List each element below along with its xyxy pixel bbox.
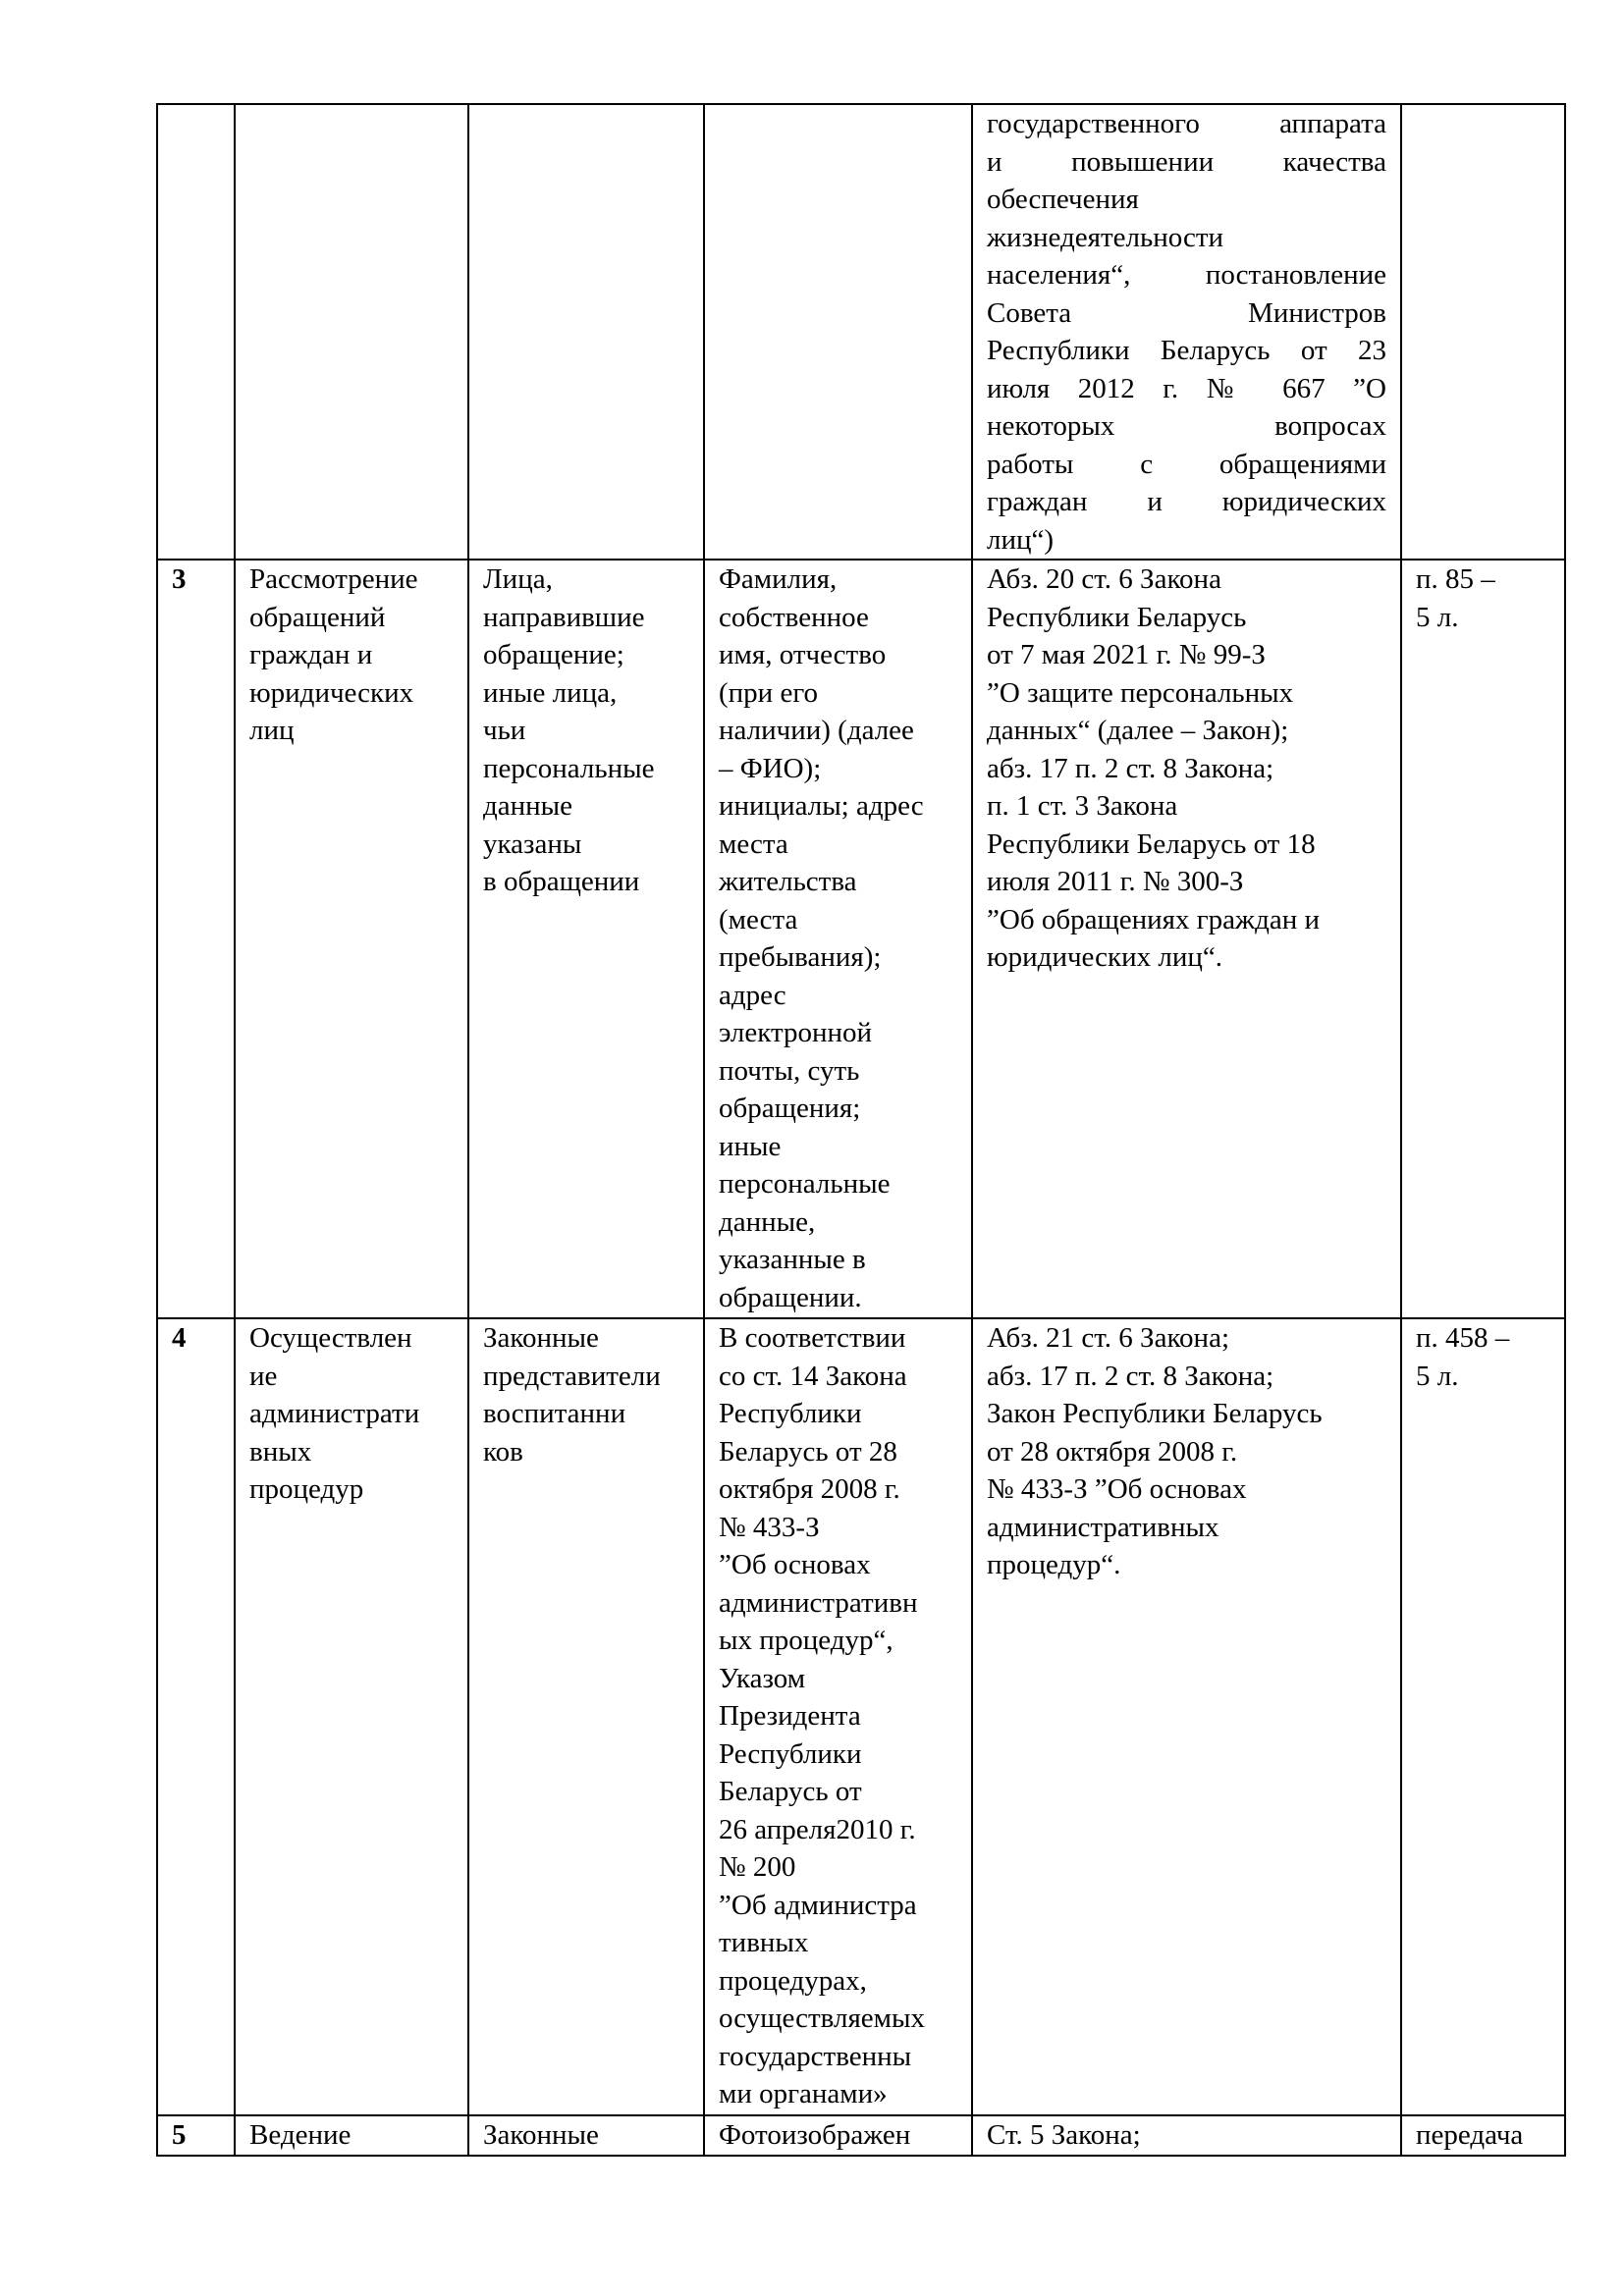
text-line: июля 2012 г. № 667 ”О (987, 372, 1386, 404)
text-line: электронной (719, 1017, 873, 1048)
text-line: процедур“. (987, 1549, 1121, 1580)
subjects-cell (468, 560, 704, 1318)
text-line: административн (719, 1586, 918, 1619)
text-line: вных (249, 1435, 312, 1468)
text-line: 26 апреля2010 г. (719, 1813, 916, 1845)
text-line: п. 1 ст. 3 Закона (987, 790, 1178, 822)
text-line: 5 л. (1416, 601, 1459, 633)
text-line: обращений (249, 601, 386, 633)
data-cell (704, 1318, 972, 2115)
text-line: Указом (719, 1662, 806, 1694)
text-line: обеспечения (987, 184, 1139, 215)
term-cell (1401, 2115, 1565, 2156)
text-line: персональные (483, 752, 655, 784)
text-line: данные, (719, 1205, 816, 1238)
text-line: иные (719, 1130, 782, 1162)
text-line: Беларусь от 28 (719, 1435, 897, 1468)
text-line: ”Об администра (719, 1889, 917, 1921)
text-line: иные лица, (483, 676, 618, 709)
text-line: июля 2011 г. № 300-З (987, 866, 1244, 897)
text-line: Беларусь от (719, 1776, 862, 1807)
subjects-cell (468, 2115, 704, 2156)
data-cell (704, 2115, 972, 2156)
text-line: 5 л. (1416, 1360, 1459, 1392)
text-line: Республики Беларусь от 23 (987, 335, 1386, 366)
text-line: от 7 мая 2021 г. № 99-З (987, 639, 1266, 670)
subjects-cell (468, 104, 704, 560)
text-line: Совета Министров (987, 296, 1386, 329)
text-line: ие (249, 1360, 278, 1392)
personal-data-table (156, 103, 1566, 2157)
text-line: Республики (719, 1737, 862, 1770)
text-line: административных (987, 1511, 1219, 1543)
text-line: государственны (719, 2040, 912, 2072)
row-number-cell: 5 (157, 2115, 235, 2156)
text-line: ми органами» (719, 2078, 888, 2109)
text-line: Республики Беларусь (987, 601, 1247, 633)
text-line: персональные (719, 1168, 891, 1200)
table-row (157, 560, 1565, 1318)
row-number-cell (157, 104, 235, 560)
text-line: чьи (483, 715, 526, 746)
text-line: администрати (249, 1398, 420, 1429)
text-line: Фамилия, (719, 563, 838, 595)
text-line: Фотоизображен (719, 2119, 911, 2151)
text-line: юридических (249, 676, 414, 709)
text-line: Законные (483, 1322, 599, 1354)
table-row (157, 2115, 1565, 2156)
text-line: жизнедеятельности (987, 221, 1224, 253)
text-line: некоторых вопросах (987, 410, 1386, 442)
text-line: представители (483, 1360, 661, 1392)
text-line: имя, отчество (719, 639, 887, 670)
text-line: Президента (719, 1700, 861, 1732)
text-line: № 433-З ”Об основах (987, 1473, 1247, 1505)
text-line: п. 458 – (1416, 1322, 1510, 1354)
purpose-cell (235, 1318, 468, 2115)
table-row (157, 104, 1565, 560)
text-line: ков (483, 1435, 523, 1468)
text-line: ых процедур“, (719, 1625, 893, 1656)
text-line: абз. 17 п. 2 ст. 8 Закона; (987, 752, 1274, 784)
text-line: со ст. 14 Закона (719, 1360, 907, 1392)
text-line: абз. 17 п. 2 ст. 8 Закона; (987, 1360, 1274, 1392)
text-line: передача (1416, 2119, 1524, 2151)
legal-basis-cell (972, 2115, 1401, 2156)
text-line: Ведение (249, 2119, 352, 2151)
text-line: Лица, (483, 563, 553, 595)
text-line: Ст. 5 Закона; (987, 2119, 1141, 2151)
text-line: граждан и юридических (987, 486, 1386, 517)
text-line: воспитанни (483, 1398, 626, 1429)
text-line: данные (483, 790, 573, 822)
text-line: государственного аппарата (987, 108, 1386, 139)
purpose-cell (235, 2115, 468, 2156)
text-line: граждан и (249, 639, 373, 670)
text-line: указанные в (719, 1244, 866, 1275)
text-line: № 200 (719, 1851, 796, 1883)
legal-basis-cell (972, 1318, 1401, 2115)
data-cell (704, 104, 972, 560)
text-line: процедур (249, 1473, 364, 1505)
text-line: Осуществлен (249, 1322, 412, 1354)
text-line: лиц (249, 715, 295, 746)
text-line: обращении. (719, 1281, 862, 1313)
text-line: в обращении (483, 866, 640, 897)
text-line: п. 85 – (1416, 563, 1495, 595)
text-line: указаны (483, 828, 582, 860)
text-line: данных“ (далее – Закон); (987, 715, 1289, 746)
text-line: Закон Республики Беларусь (987, 1398, 1323, 1429)
text-line: октября 2008 г. (719, 1473, 900, 1505)
purpose-cell (235, 104, 468, 560)
text-line: инициалы; адрес (719, 790, 924, 822)
term-cell (1401, 104, 1565, 560)
text-line: осуществляемых (719, 2002, 926, 2034)
legal-basis-cell (972, 104, 1401, 560)
text-line: – ФИО); (719, 752, 822, 784)
term-cell (1401, 1318, 1565, 2115)
text-line: и повышении качества (987, 145, 1386, 178)
text-line: направившие (483, 601, 645, 633)
text-line: № 433-З (719, 1511, 820, 1543)
row-number-cell: 3 (157, 560, 235, 1318)
text-line: Абз. 20 ст. 6 Закона (987, 563, 1221, 595)
text-line: пребывания); (719, 941, 882, 973)
text-line: наличии) (далее (719, 715, 914, 746)
text-line: жительства (719, 866, 857, 897)
text-line: обращения; (719, 1093, 861, 1124)
text-line: В соответствии (719, 1322, 906, 1354)
text-line: процедурах, (719, 1964, 867, 1997)
text-line: почты, суть (719, 1054, 860, 1087)
text-line: Рассмотрение (249, 563, 418, 595)
purpose-cell (235, 560, 468, 1318)
text-line: места (719, 828, 788, 860)
text-line: адрес (719, 979, 786, 1011)
text-line: тивных (719, 1927, 809, 1958)
text-line: населения“, постановление (987, 259, 1386, 291)
legal-basis-cell (972, 560, 1401, 1318)
table-row (157, 1318, 1565, 2115)
subjects-cell (468, 1318, 704, 2115)
text-line: обращение; (483, 639, 624, 670)
text-line: (места (719, 903, 798, 935)
text-line: ”Об обращениях граждан и (987, 903, 1320, 935)
text-line: (при его (719, 676, 818, 709)
row-number-cell: 4 (157, 1318, 235, 2115)
text-line: юридических лиц“. (987, 941, 1223, 973)
text-line: работы с обращениями (987, 448, 1386, 480)
text-line: собственное (719, 601, 869, 633)
text-line: от 28 октября 2008 г. (987, 1435, 1238, 1468)
text-line: ”О защите персональных (987, 676, 1294, 709)
text-line: Республики (719, 1398, 862, 1429)
term-cell (1401, 560, 1565, 1318)
text-line: Республики Беларусь от 18 (987, 828, 1316, 860)
text-line: лиц“) (987, 523, 1055, 556)
text-line: ”Об основах (719, 1549, 871, 1580)
text-line: Законные (483, 2119, 599, 2151)
text-line: Абз. 21 ст. 6 Закона; (987, 1322, 1230, 1354)
data-cell (704, 560, 972, 1318)
